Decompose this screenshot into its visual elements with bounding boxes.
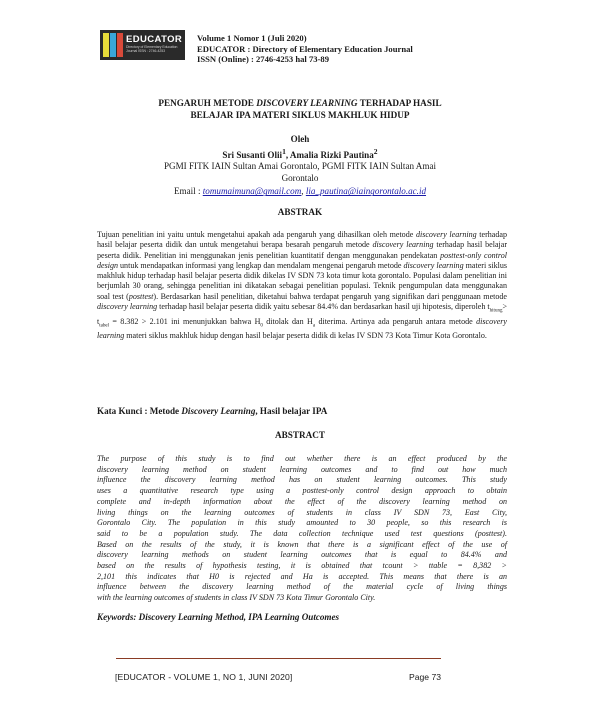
kata-kunci: [97, 406, 327, 416]
abstract-heading: ABSTRACT: [274, 430, 326, 440]
author-2: Amalia Rizki Pautina: [289, 149, 374, 160]
abstract-body: [97, 454, 507, 604]
abstract-line: 2,101 this indicates that H0 is rejected and Ha is accepted. This means that there is an: [97, 571, 507, 581]
email-separator: ,: [301, 186, 306, 197]
kata-kunci-italic: Discovery Learning: [181, 406, 256, 416]
abstract-line: with the learning outcomes of students in class IV SDN 73 Kota Timur Gorontalo City.: [97, 593, 376, 603]
email-link-1[interactable]: tomumaimuna@gmail.com: [202, 186, 302, 197]
issn-line: ISSN (Online) : 2746-4253 hal 73-89: [197, 54, 330, 64]
author-block: [60, 134, 540, 198]
email-row: [60, 186, 540, 198]
volume-line: Volume 1 Nomor 1 (Juli 2020): [197, 33, 307, 43]
author-2-sup: 2: [373, 146, 378, 156]
footer-citation: [EDUCATOR - VOLUME 1, NO 1, JUNI 2020]: [115, 672, 293, 682]
author-names: [60, 146, 540, 162]
by-label: Oleh: [290, 134, 310, 144]
abstract-line: living things on the learning outcomes of students in class IV SDN 73, East City,: [97, 507, 507, 517]
kata-kunci-label: Kata Kunci : Metode: [97, 406, 182, 416]
journal-name-line: EDUCATOR : Directory of Elementary Education Journal: [197, 43, 413, 54]
title-text: TERHADAP HASIL: [357, 98, 442, 108]
logo-name: EDUCATOR: [126, 34, 183, 45]
kata-kunci-rest: , Hasil belajar IPA: [255, 406, 328, 416]
abstract-line: based on the results of hypothesis testing, it is obtained that tcount > ttable = 8,382 >: [97, 561, 507, 571]
abstract-line: discovery learning method on student learning outcomes and to find out how much: [97, 464, 507, 474]
abstract-line: complete and in-depth information about the effect of the discovery learning method on: [97, 496, 507, 506]
paper-title: [60, 98, 540, 121]
title-italic: DISCOVERY LEARNING: [256, 98, 358, 108]
title-text: PENGARUH METODE: [158, 98, 257, 108]
journal-header: [197, 33, 413, 65]
logo-subtext: Directory of Elementary Education Journal ISSN : 2746-4253: [126, 45, 178, 54]
keywords: Keywords: Discovery Learning Method, IPA Learning Outcomes: [97, 612, 340, 622]
abstract-line: uses a quantitative research type using a posttest-only control design approach to obtain: [97, 486, 507, 496]
email-label: Email :: [173, 186, 203, 197]
logo-mark-icon: [103, 33, 123, 57]
abstrak-body: Tujuan penelitian ini yaitu untuk mengetahui apakah ada pengaruh yang dihasilkan oleh metode discovery learning terhadap hasil belajar peserta didik dan untuk mengetahui berapa besarah pengaruh metode discovery learning terhadap hasil belajar peserta didik. Penelitian ini menggunakan jenis penelitian kuantitatif dengan menggunakan pendekatan posttest-only control design untuk mendapatkan informasi yang lengkap dan mendalam mengenai pengaruh metode discovery learning materi siklus makhluk hidup terhadap hasil belajar peserta didik dikelas IV SDN 73 kota timur kota gorontalo. Populasi dalam penelitian ini berjumlah 30 orang, sehingga penelitian ini dikatakan sebagai penelitian populasi. Teknik pengumpulan data menggunakan soal test (posttest). Berdasarkan hasil penelitian, diketahui bahwa terdapat pengaruh yang signifikan dari penggunaan metode discovery learning terhadap hasil belajar peserta didik yaitu sebesar 84.4% dan berdasarkan hasil uji hipotesis, diperoleh $t_{hitung}> t_{tabel} = 8.382 > 2.101$ ini menunjukkan bahwa $H_0$ ditolak dan $H_a$ diterima. Artinya ada pengaruh antara metode discovery learning materi siklus makhluk hidup dengan hasil belajar peserta didik di kelas IV SDN 73 Kota Timur Kota Gorontalo.: [97, 230, 507, 341]
abstract-line: said to be a population study. The data collection technique used test questions (posttest).: [97, 528, 507, 538]
author-1-sup: 1: [282, 146, 286, 156]
abstract-line: influence between the discovery learning method of the material cycle of living things: [97, 582, 507, 592]
abstract-line: Based on the results of the study, it is known that there is a significant effect of the use of: [97, 539, 507, 549]
journal-logo: [100, 30, 185, 60]
email-link-2[interactable]: lia_pautina@iaingorontalo.ac.id: [305, 186, 427, 197]
affiliation-2: Gorontalo: [281, 172, 319, 183]
footer-rule: [116, 658, 441, 659]
page-number: Page 73: [409, 672, 442, 682]
abstract-line: discovery learning methods on student learning outcomes that is equal to 84.4% and: [97, 550, 507, 560]
title-line-2: BELAJAR IPA MATERI SIKLUS MAKHLUK HIDUP: [190, 109, 410, 120]
abstract-line: Gorontalo City. The population in this study amounted to 30 people, so this research is: [97, 518, 507, 528]
abstract-line: influence the discovery learning method has on student learning outcomes. This study: [97, 475, 507, 485]
abstract-line: The purpose of this study is to find out whether there is an effect produced by the: [97, 454, 507, 463]
author-separator: ,: [285, 149, 290, 160]
abstrak-heading: ABSTRAK: [277, 207, 323, 217]
affiliation: PGMI FITK IAIN Sultan Amai Gorontalo, PGMI FITK IAIN Sultan Amai: [163, 161, 437, 172]
author-1: Sri Susanti Olii: [222, 149, 283, 160]
